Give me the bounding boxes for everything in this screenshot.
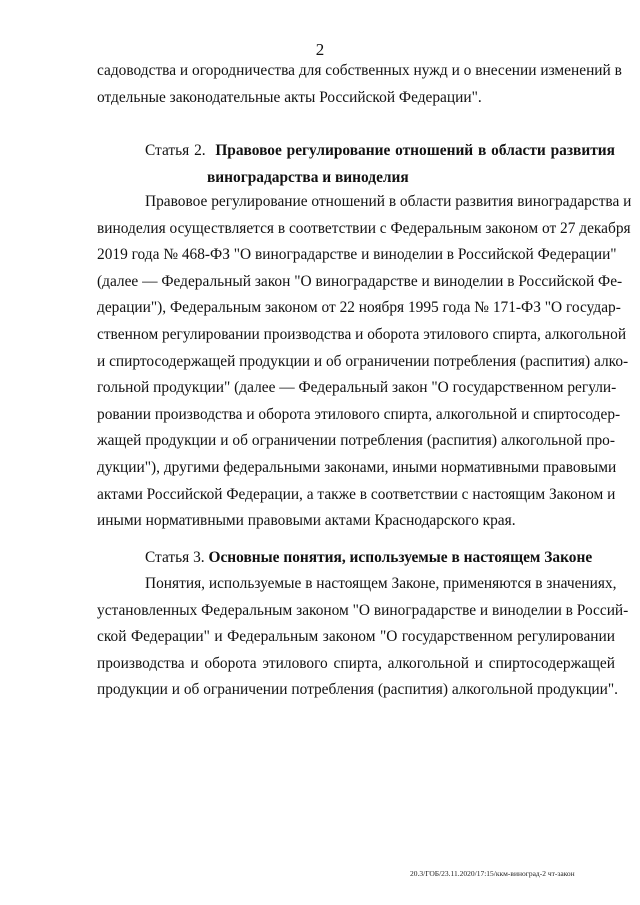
text-line: гольной продукции" (далее — Федеральный закон "О государственном регули- xyxy=(97,379,617,397)
text-line: Понятия, используемые в настоящем Законе, применяются в значениях, xyxy=(145,575,617,592)
article-3-heading-line xyxy=(97,545,615,572)
article-3-body xyxy=(97,571,629,704)
text-line: жащей продукции и об ограничении потребления (распития) алкогольной про- xyxy=(97,432,615,450)
article-3-title: Основные понятия, используемые в настоящем Законе xyxy=(208,549,593,566)
text-line: установленных Федеральным законом "О виноградарстве и виноделии в Россий- xyxy=(97,601,629,619)
article-2-heading xyxy=(97,138,615,191)
article-2-body xyxy=(97,189,632,535)
text-line: дукции"), другими федеральными законами, иными нормативными правовыми xyxy=(97,458,617,476)
page-number: 2 xyxy=(315,40,325,59)
text-line: продукции и об ограничении потребления (распития) алкогольной продукции". xyxy=(97,681,619,699)
intro-paragraph xyxy=(97,58,622,111)
text-line: дерации"), Федеральным законом от 22 ноября 1995 года № 171-ФЗ "О государ- xyxy=(97,299,621,317)
text-line: и спиртосодержащей продукции и об ограничении потребления (распития) алко- xyxy=(97,352,629,370)
text-line: 2019 года № 468-ФЗ "О виноградарстве и виноделии в Российской Федерации" xyxy=(97,246,617,264)
text-line: актами Российской Федерации, а также в соответствии с настоящим Законом и xyxy=(97,485,616,503)
text-line: садоводства и огородничества для собственных нужд и о внесении изменений в xyxy=(97,62,622,79)
text-line: виноделия осуществляется в соответствии с Федеральным законом от 27 декабря xyxy=(97,219,631,237)
text-line: (далее — Федеральный закон "О виноградарстве и виноделии в Российской Фе- xyxy=(97,272,623,290)
text-line: отдельные законодательные акты Российской Федерации". xyxy=(97,88,482,106)
document-footer-code: 20.3/ГОБ/23.11.2020/17:15/ккм-виноград-2 чт-закон xyxy=(410,869,575,878)
text-line: ровании производства и оборота этилового спирта, алкогольной и спиртосодер- xyxy=(97,405,621,423)
article-2-title-continued: виноградарства и виноделия xyxy=(207,168,409,186)
article-2-label: Статья 2. xyxy=(145,142,206,159)
text-line: иными нормативными правовыми актами Краснодарского края. xyxy=(97,512,516,530)
article-2-title: Правовое регулирование отношений в области развития xyxy=(215,142,615,159)
text-line: ской Федерации" и Федеральным законом "О государственном регулировании xyxy=(97,628,615,646)
text-line: Правовое регулирование отношений в области развития виноградарства и xyxy=(145,193,632,210)
article-3-heading xyxy=(97,545,615,572)
article-2-heading-line xyxy=(97,138,615,165)
text-line: ственном регулировании производства и оборота этилового спирта, алкогольной xyxy=(97,325,627,343)
article-3-label: Статья 3. xyxy=(145,549,205,566)
text-line: производства и оборота этилового спирта, алкогольной и спиртосодержащей xyxy=(97,654,615,672)
